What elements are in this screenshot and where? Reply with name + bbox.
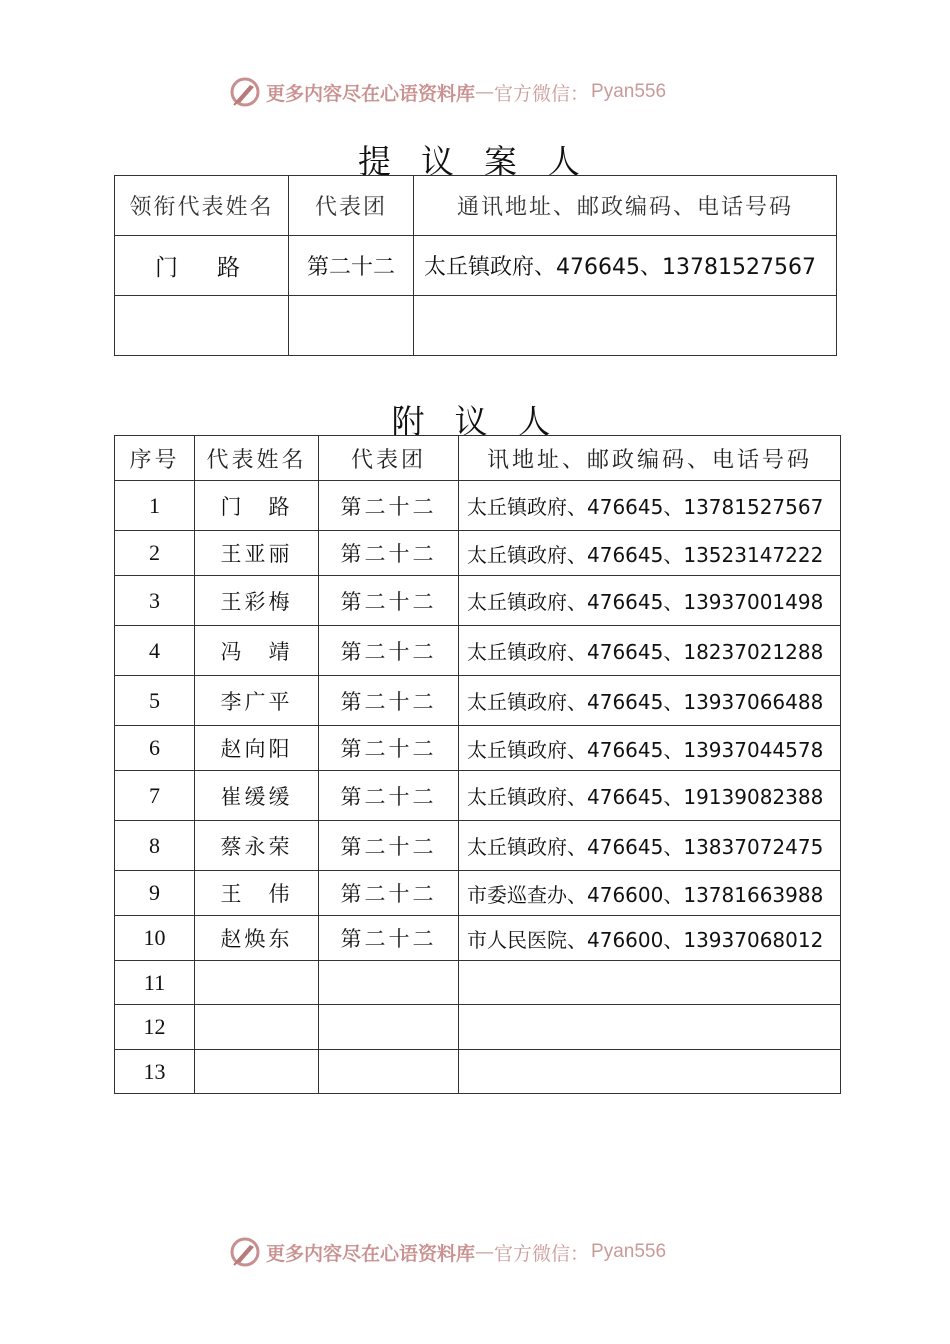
header-contact: 通讯地址、邮政编码、电话号码 (414, 176, 837, 236)
cell-contact: 太丘镇政府、476645、13781527567 (459, 481, 841, 531)
cell-delegation: 第二十二 (319, 821, 459, 871)
cell-name (195, 1005, 319, 1050)
proposer-table (114, 175, 837, 356)
proposer-title: 提议案人 (358, 142, 610, 181)
cell-name (195, 961, 319, 1005)
cell-name: 李广平 (195, 676, 319, 726)
table-row (115, 676, 841, 726)
cell-contact: 市人民医院、476600、13937068012 (459, 916, 841, 961)
cell-contact (459, 1050, 841, 1094)
cell-number: 8 (115, 821, 195, 871)
cell-delegation: 第二十二 (319, 531, 459, 576)
cell-delegation: 第二十二 (319, 871, 459, 916)
cell-name (115, 296, 289, 356)
table-row (115, 576, 841, 626)
cell-contact: 太丘镇政府、476645、13837072475 (459, 821, 841, 871)
table-row (115, 626, 841, 676)
cell-delegation (319, 961, 459, 1005)
watermark-separator: — (475, 1241, 495, 1263)
cell-name: 赵向阳 (195, 726, 319, 771)
table-row (115, 296, 837, 356)
table-row (115, 771, 841, 821)
table-header-row (115, 436, 841, 481)
watermark-brand: 更多内容尽在心语资料库 (266, 82, 476, 105)
table-row (115, 1050, 841, 1094)
cell-contact (414, 296, 837, 356)
header-delegation: 代表团 (319, 436, 459, 481)
quill-logo-icon (228, 1235, 262, 1269)
cell-delegation: 第二十二 (319, 771, 459, 821)
seconders-title: 附议人 (391, 402, 581, 441)
cell-name: 冯 靖 (195, 626, 319, 676)
cell-contact (459, 1005, 841, 1050)
cell-name: 门 路 (115, 236, 289, 296)
watermark-wechat-id: Pyan556 (591, 1241, 667, 1262)
watermark-wechat-id: Pyan556 (591, 81, 667, 102)
seconders-table (114, 435, 841, 1094)
watermark-brand: 更多内容尽在心语资料库 (266, 1242, 476, 1265)
cell-number: 13 (115, 1050, 195, 1094)
table-row (115, 531, 841, 576)
cell-delegation: 第二十二 (319, 726, 459, 771)
header-delegation: 代表团 (289, 176, 414, 236)
cell-delegation: 第二十二 (319, 481, 459, 531)
cell-name: 崔缓缓 (195, 771, 319, 821)
cell-number: 2 (115, 531, 195, 576)
cell-number: 5 (115, 676, 195, 726)
table-header-row (115, 176, 837, 236)
watermark-top (228, 74, 666, 110)
table-row (115, 236, 837, 296)
cell-delegation: 第二十二 (319, 576, 459, 626)
cell-number: 6 (115, 726, 195, 771)
cell-name: 王亚丽 (195, 531, 319, 576)
cell-contact: 太丘镇政府、476645、13937044578 (459, 726, 841, 771)
table-row (115, 481, 841, 531)
cell-number: 4 (115, 626, 195, 676)
cell-name (195, 1050, 319, 1094)
header-name: 代表姓名 (195, 436, 319, 481)
cell-name: 蔡永荣 (195, 821, 319, 871)
watermark-bottom (228, 1234, 666, 1270)
header-contact: 讯地址、邮政编码、电话号码 (459, 436, 841, 481)
cell-contact: 太丘镇政府、476645、13523147222 (459, 531, 841, 576)
cell-delegation: 第二十二 (289, 236, 414, 296)
cell-contact: 太丘镇政府、476645、13937066488 (459, 676, 841, 726)
header-number: 序号 (115, 436, 195, 481)
cell-number: 9 (115, 871, 195, 916)
table-row (115, 961, 841, 1005)
cell-number: 1 (115, 481, 195, 531)
cell-delegation (319, 1050, 459, 1094)
cell-contact: 太丘镇政府、476645、13937001498 (459, 576, 841, 626)
cell-delegation: 第二十二 (319, 916, 459, 961)
cell-delegation: 第二十二 (319, 626, 459, 676)
cell-name: 门 路 (195, 481, 319, 531)
cell-number: 11 (115, 961, 195, 1005)
header-lead-name: 领衔代表姓名 (115, 176, 289, 236)
cell-number: 7 (115, 771, 195, 821)
table-row (115, 916, 841, 961)
cell-number: 12 (115, 1005, 195, 1050)
table-row (115, 726, 841, 771)
cell-contact: 太丘镇政府、476645、13781527567 (414, 236, 837, 296)
cell-delegation: 第二十二 (319, 676, 459, 726)
cell-name: 王彩梅 (195, 576, 319, 626)
cell-number: 10 (115, 916, 195, 961)
cell-name: 赵焕东 (195, 916, 319, 961)
cell-contact: 市委巡查办、476600、13781663988 (459, 871, 841, 916)
watermark-wechat-label: 官方微信： (494, 82, 590, 105)
cell-delegation (289, 296, 414, 356)
cell-delegation (319, 1005, 459, 1050)
table-row (115, 871, 841, 916)
cell-contact (459, 961, 841, 1005)
cell-contact: 太丘镇政府、476645、19139082388 (459, 771, 841, 821)
watermark-wechat-label: 官方微信： (494, 1242, 590, 1265)
table-row (115, 821, 841, 871)
quill-logo-icon (228, 75, 262, 109)
cell-number: 3 (115, 576, 195, 626)
watermark-separator: — (475, 81, 495, 103)
cell-name: 王 伟 (195, 871, 319, 916)
table-row (115, 1005, 841, 1050)
cell-contact: 太丘镇政府、476645、18237021288 (459, 626, 841, 676)
